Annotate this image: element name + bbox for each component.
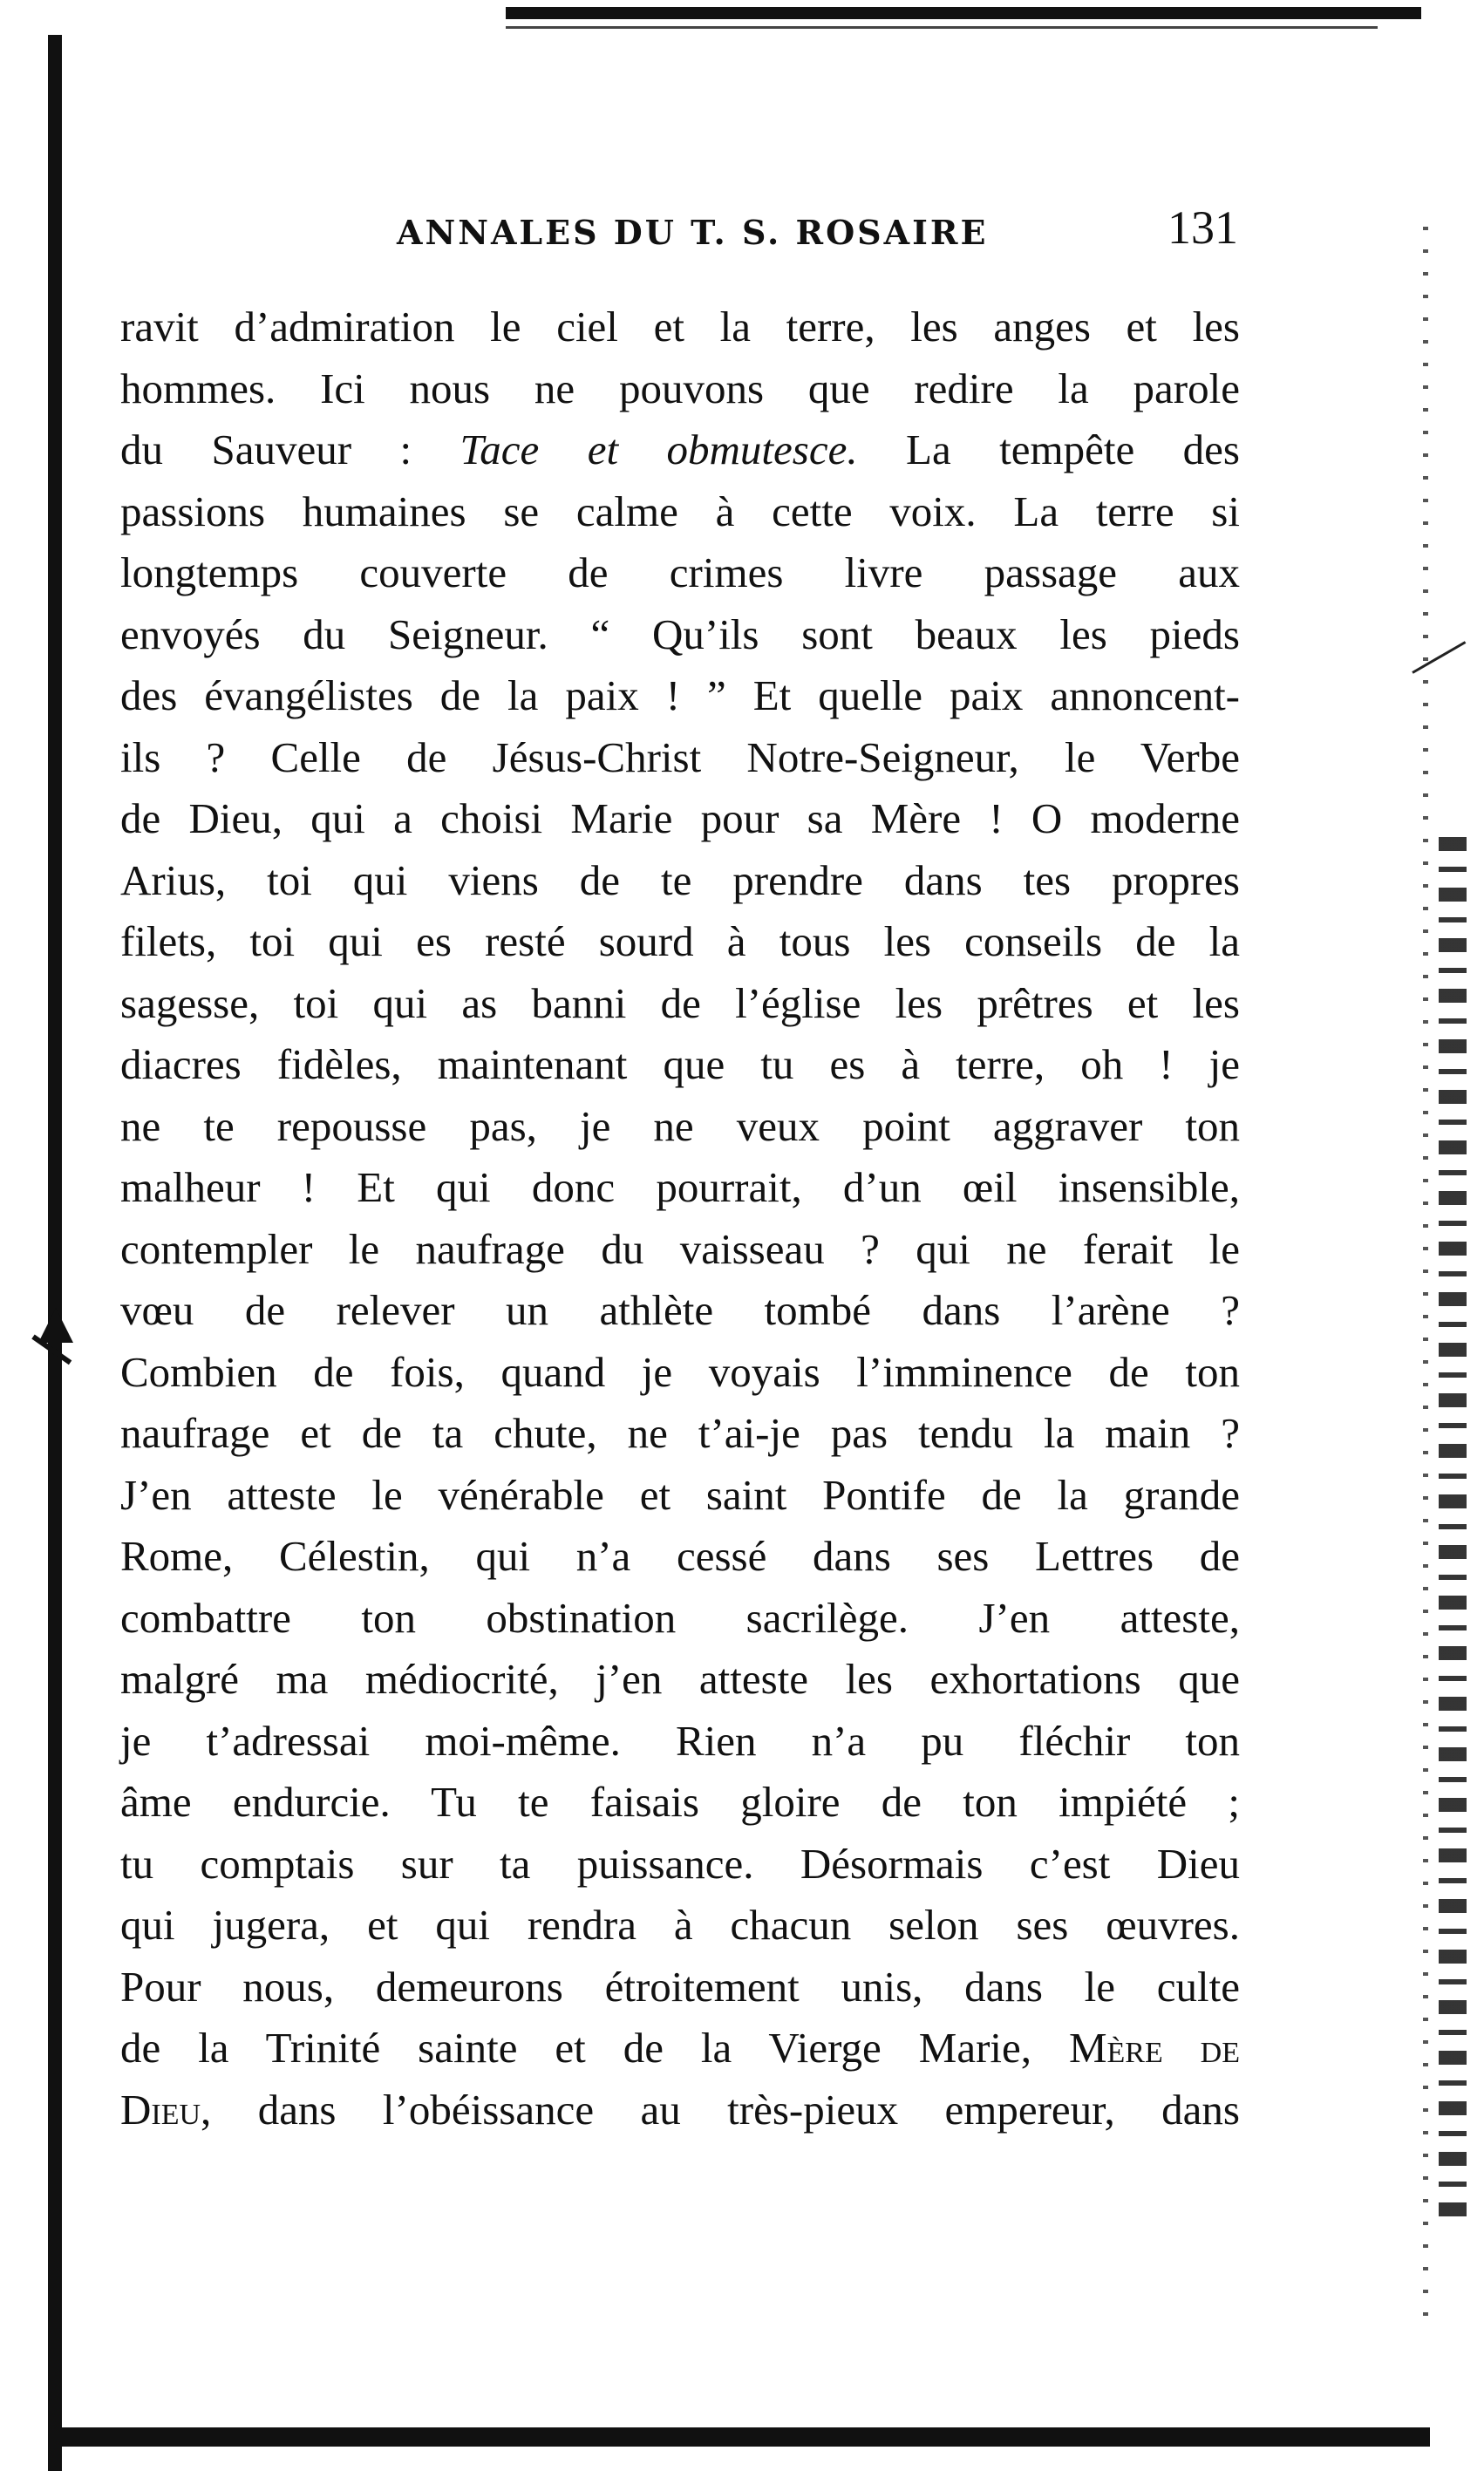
text-line: ne te repousse pas, je ne veux point aggraver ton (120, 1101, 1240, 1150)
text-line: vœu de relever un athlète tombé dans l’arène ? (120, 1286, 1240, 1334)
text-line: ils ? Celle de Jésus-Christ Notre-Seigneur, le Verbe (120, 732, 1240, 781)
smallcaps-run: Mère de (1068, 2024, 1240, 2072)
right-binding-edge (1439, 837, 1467, 2232)
text-line: qui jugera, et qui rendra à chacun selon ses œuvres. (120, 1901, 1240, 1949)
text-line: des évangélistes de la paix ! ” Et quelle paix annoncent- (120, 671, 1240, 719)
top-edge-thin-rule (506, 26, 1378, 29)
body-text (120, 296, 1240, 2141)
text-line (120, 2018, 1240, 2080)
text-line: tu comptais sur ta puissance. Désormais c’est Dieu (120, 1839, 1240, 1888)
text-line: malgré ma médiocrité, j’en atteste les exhortations que (120, 1655, 1240, 1703)
text-line: Pour nous, demeurons étroitement unis, dans le culte (120, 1962, 1240, 2011)
text-line: longtemps couverte de crimes livre passage aux (120, 548, 1240, 596)
text-run: , dans l’obéissance au très-pieux empereur, dans (201, 2085, 1240, 2134)
text-line: Combien de fois, quand je voyais l’imminence de ton (120, 1347, 1240, 1396)
text-run: La tempête des (857, 425, 1240, 473)
bottom-edge-rule (61, 2427, 1430, 2447)
running-header (122, 201, 1238, 270)
text-line: ravit d’admiration le ciel et la terre, les anges et les (120, 303, 1240, 351)
text-line: je t’adressai moi-même. Rien n’a pu fléchir ton (120, 1716, 1240, 1765)
margin-pencil-mark (1412, 641, 1466, 674)
right-margin-speckles (1423, 227, 1428, 2319)
text-line: Rome, Célestin, qui n’a cessé dans ses Lettres de (120, 1532, 1240, 1580)
text-run: de la Trinité sainte et de la Vierge Marie, (120, 2024, 1069, 2072)
text-line: contempler le naufrage du vaisseau ? qui ne ferait le (120, 1224, 1240, 1273)
text-line: âme endurcie. Tu te faisais gloire de ton impiété ; (120, 1778, 1240, 1826)
text-line: malheur ! Et qui donc pourrait, d’un œil insensible, (120, 1163, 1240, 1211)
text-run: du Sauveur : (120, 425, 460, 473)
smallcaps-run: Dieu (120, 2085, 201, 2134)
text-line: sagesse, toi qui as banni de l’église les prêtres et les (120, 978, 1240, 1027)
text-line: Arius, toi qui viens de te prendre dans tes propres (120, 855, 1240, 904)
text-line: filets, toi qui es resté sourd à tous les conseils de la (120, 917, 1240, 965)
text-line: naufrage et de ta chute, ne t’ai-je pas tendu la main ? (120, 1409, 1240, 1457)
text-line: combattre ton obstination sacrilège. J’en atteste, (120, 1593, 1240, 1642)
margin-arrow-head (38, 1308, 73, 1343)
latin-quote: Tace et obmutesce. (459, 425, 858, 473)
text-line: de Dieu, qui a choisi Marie pour sa Mère ! O moderne (120, 794, 1240, 842)
text-line: J’en atteste le vénérable et saint Pontife de la grande (120, 1470, 1240, 1519)
text-line: passions humaines se calme à cette voix. La terre si (120, 487, 1240, 535)
text-line (120, 419, 1240, 481)
text-line: hommes. Ici nous ne pouvons que redire la parole (120, 364, 1240, 412)
page-number: 131 (1167, 201, 1238, 254)
left-binding-edge (48, 35, 62, 2471)
text-line: envoyés du Seigneur. “ Qu’ils sont beaux les pieds (120, 609, 1240, 658)
running-title: ANNALES DU T. S. ROSAIRE (397, 213, 989, 252)
top-edge-rule (506, 7, 1421, 19)
text-line (120, 2080, 1240, 2141)
text-line: diacres fidèles, maintenant que tu es à terre, oh ! je (120, 1040, 1240, 1088)
